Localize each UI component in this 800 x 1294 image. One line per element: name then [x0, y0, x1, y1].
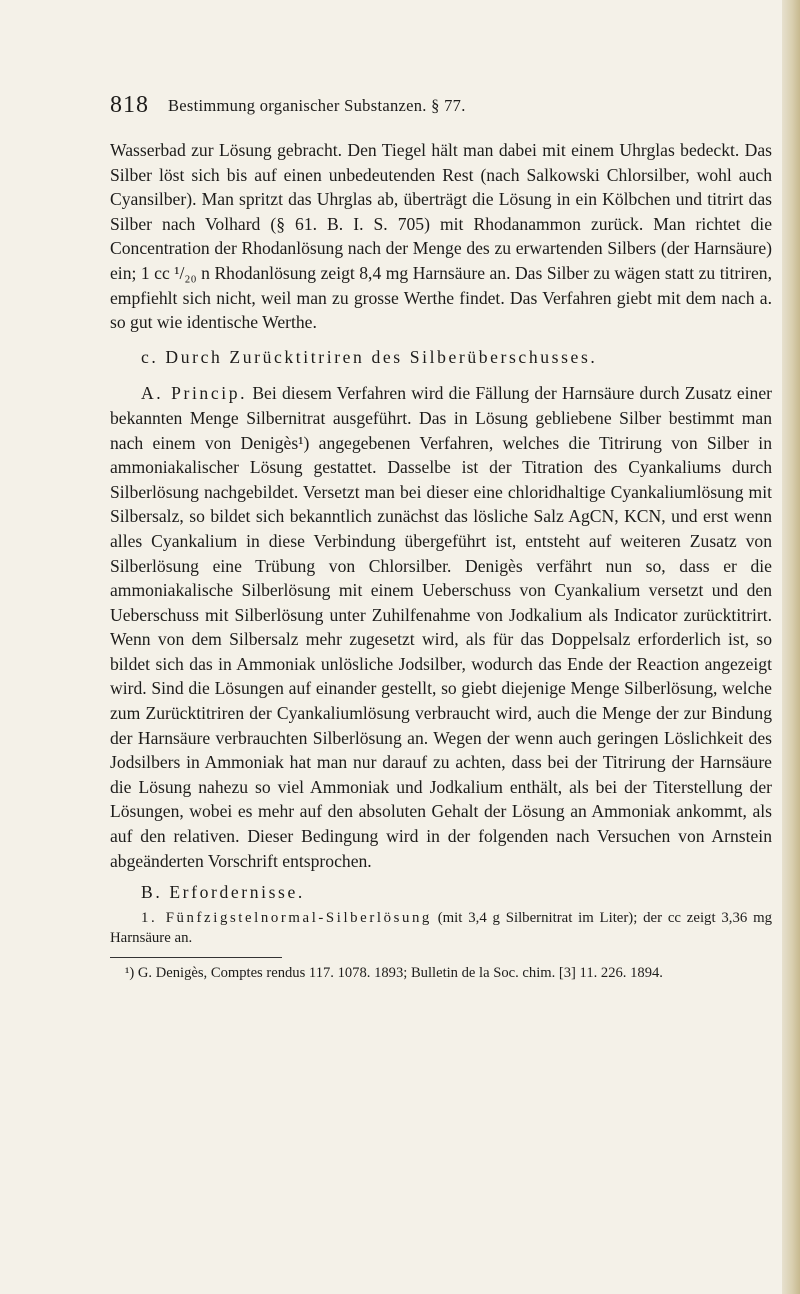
running-head: Bestimmung organischer Substanzen. § 77. — [168, 96, 466, 115]
page-body — [110, 138, 772, 983]
principle-label: A. Princip. — [141, 383, 248, 404]
footnote: ¹) G. Denigès, Comptes rendus 117. 1078. 1893; Bulletin de la Soc. chim. [3] 11. 226. 1894. — [125, 964, 663, 981]
requirement-item-1 — [110, 908, 772, 948]
intro-paragraph: Wasserbad zur Lösung gebracht. Den Tiegel hält man dabei mit einem Uhrglas bedeckt. Das Silber löst sich bis auf einen unbedeutenden Rest (nach Salkowski Chlorsilber, wohl auch Cyansilber). Man spritzt das Uhrglas ab, überträgt die Lösung in ein Kölbchen und titrirt das Silber nach Volhard (§ 61. B. I. S. 705) mit Rhodanammon zurück. Man richtet die Concentration der Rhodanlösung nach der Menge des zu erwartenden Silbers (der Harnsäure) ein; 1 cc ¹/₂₀ n Rhodanlösung zeigt 8,4 mg Harnsäure an. Das Silber zu wägen statt zu titriren, empfiehlt sich nicht, weil man zu grosse Werthe findet. Das Verfahren giebt mit dem nach a. so gut wie identische Werthe. — [110, 140, 772, 333]
principle-text: Bei diesem Verfahren wird die Fällung der Harnsäure durch Zusatz einer bekannten Menge Silbernitrat ausgeführt. Das in Lösung gebliebene Silber bestimmt man nach einem von Denigès¹) angegebenen Verfahren, welches die Titrirung von Silber in ammoniakalischer Lösung gestattet. Dasselbe ist der Titration des Cyankaliums durch Silberlösung nachgebildet. Versetzt man bei dieser eine chloridhaltige Cyankaliumlösung mit Silbersalz, so bildet sich bekanntlich zunächst das lösliche Salz AgCN, KCN, und erst wenn alles Cyankalium in diese Verbindung übergeführt ist, entsteht auf weiteren Zusatz von Silberlösung eine Trübung von Chlorsilber. Denigès verfährt nun so, dass er die ammoniakalische Silberlösung mit einem Ueberschuss von Cyankalium versetzt und den Ueberschuss mit Silberlösung unter Zuhilfenahme von Jodkalium als Indicator zurücktitrirt. Wenn von dem Silbersalz mehr zugesetzt wird, als für das Doppelsalz erforderlich ist, so bildet sich das in Ammoniak unlösliche Jodsilber, wodurch das Ende der Reaction angezeigt wird. Sind die Lösungen auf einander gestellt, so giebt diejenige Menge Silberlösung, welche zum Zurücktitriren der Cyankaliumlösung verbraucht wird, auch die Menge der zur Bindung der Harnsäure verbrauchten Silberlösung an. Wegen der wenn auch geringen Löslichkeit des Jodsilbers in Ammoniak hat man nur darauf zu achten, dass bei der Titrirung der Harnsäure die Lösung nahezu so viel Ammoniak und Jodkalium enthält, als bei der Titerstellung der Lösungen, wobei es mehr auf den absoluten Gehalt der Lösung an Ammoniak ankommt, als auf den relativen. Dieser Bedingung wird in der folgenden nach Versuchen von Arnstein abgeänderten Vorschrift entsprochen. — [110, 383, 772, 871]
requirement-item-1-label: 1. Fünfzigstelnormal-Silberlösung — [141, 909, 432, 926]
page-edge-shadow — [782, 0, 800, 1294]
footnote-divider — [110, 957, 282, 958]
page-number: 818 — [110, 92, 149, 118]
requirements-heading — [110, 880, 772, 905]
section-c-heading: c. Durch Zurücktitriren des Silberüberschusses. — [141, 346, 598, 367]
page-header — [110, 92, 770, 122]
principle-paragraph — [110, 381, 772, 873]
requirements-label: B. Erfordernisse. — [141, 882, 305, 903]
requirement-item-1-text: (mit 3,4 g Silbernitrat im Liter); der cc zeigt 3,36 mg Harnsäure an. — [110, 909, 772, 946]
